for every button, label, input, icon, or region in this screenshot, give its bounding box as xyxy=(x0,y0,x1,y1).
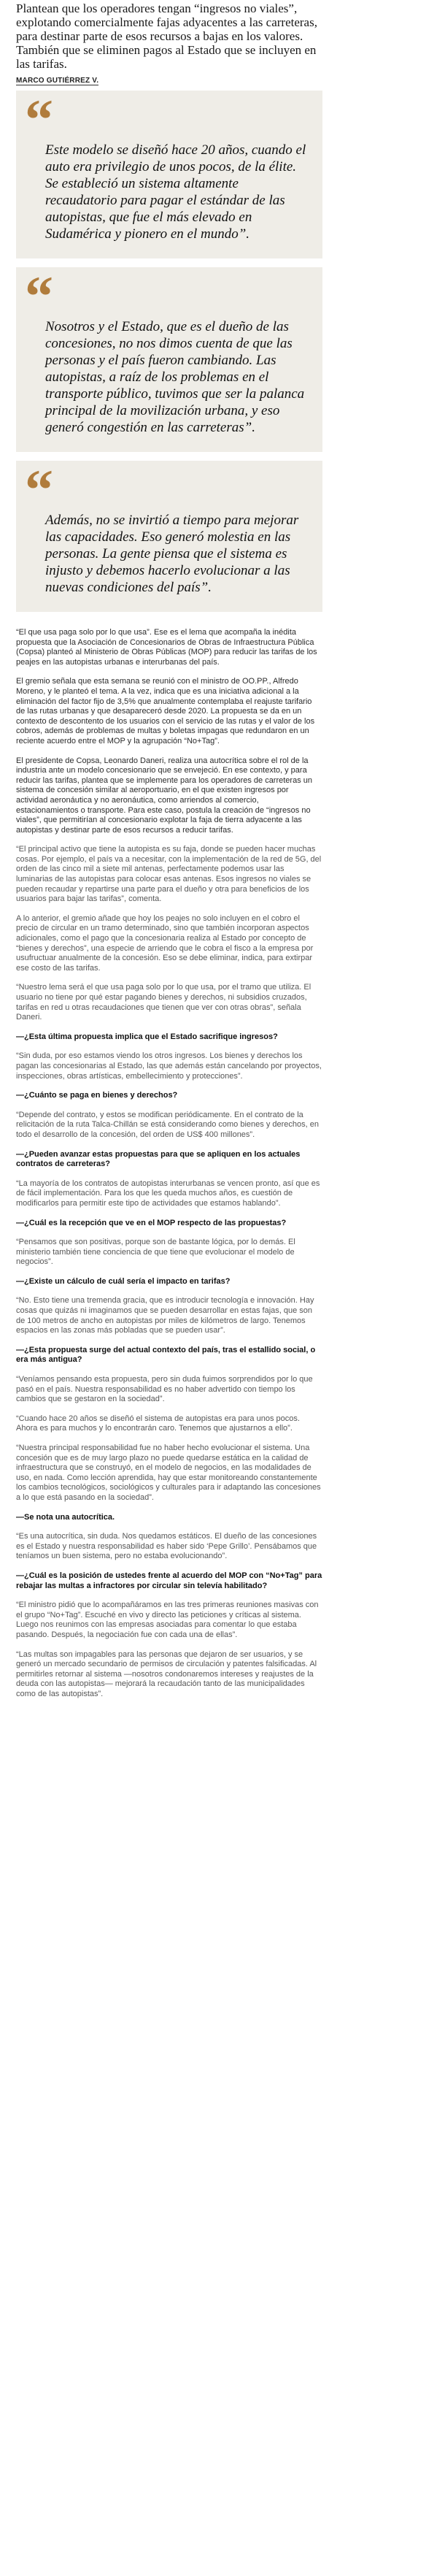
interview-question: —¿Pueden avanzar estas propuestas para que se apliquen en los actuales contratos de carreteras? xyxy=(16,1149,301,1169)
interview-answer: “Sin duda, por eso estamos viendo los otros ingresos. Los bienes y derechos los pagan las concesionarias al Estado, las que además están cancelando por proyectos, inspecciones, obras artísticas, embellecimiento y protecciones”. xyxy=(16,1051,322,1081)
body-paragraph: “Nuestro lema será el que usa paga solo por lo que usa, por el tramo que utiliza. El usuario no tiene por qué estar pagando bienes y derechos, ni subsidios cruzados, tarifas en red u otras recaudaciones que tienen que ver con otras obras”, señala Daneri. xyxy=(16,983,312,1022)
body-paragraph: “El que usa paga solo por lo que usa”. Ese es el lema que acompaña la inédita propuesta que la Asociación de Concesionarios de Obras de Infraestructura Pública (Copsa) planteó al Ministerio de Obras Públicas (MOP) para reducir las tarifas de los peajes en las autopistas urbanas e interurbanas del país. xyxy=(16,628,317,667)
interview-question: —¿Existe un cálculo de cuál sería el impacto en tarifas? xyxy=(16,1276,231,1286)
interview-answer: “No. Esto tiene una tremenda gracia, que es introducir tecnología e innovación. Hay cosas que quizás ni imaginamos que se pueden desarrollar en estas fajas, que son de 100 metros de ancho en autopistas por miles de kilómetros de largo. Tenemos espacios en las zonas más pobladas que se pueden usar”. xyxy=(16,1296,314,1335)
pull-quote xyxy=(16,458,322,612)
pull-quote xyxy=(16,264,322,452)
pull-quote-text: Además, no se invirtió a tiempo para mejorar las capacidades. Eso generó molestia en las personas. La gente piensa que el sistema es injusto y debemos hacerlo evolucionar a las nuevas condiciones del país”. xyxy=(45,513,299,595)
interview-answer: “Cuando hace 20 años se diseñó el sistema de autopistas era para unos pocos. Ahora es para muchos y lo encontrarán caro. Tenemos que ajustarnos a ello”. xyxy=(16,1414,300,1433)
pull-quote xyxy=(16,88,322,258)
interview-question: —¿Esta última propuesta implica que el Estado sacrifique ingresos? xyxy=(16,1032,278,1041)
interview-answer: “Veníamos pensando esta propuesta, pero sin duda fuimos sorprendidos por lo que pasó en el país. Nuestra responsabilidad es no haber advertido con tiempo los cambios que se gestaron en la sociedad”. xyxy=(16,1375,313,1404)
article-column xyxy=(16,0,322,1709)
byline[interactable]: MARCO GUTIÉRREZ V. xyxy=(16,77,99,85)
pull-quote-text: Nosotros y el Estado, que es el dueño de las concesiones, no nos dimos cuenta de que las personas y el país fueron cambiando. Las autopistas, a raíz de los problemas en el transporte público, tuvimos que ser la palanca principal de la movilización urbana, y eso generó congestión en las carreteras”. xyxy=(45,319,305,435)
body-paragraph: A lo anterior, el gremio añade que hoy los peajes no solo incluyen en el cobro el precio de circular en un tramo determinado, sino que también incorporan aspectos adicionales, como el pago que la concesionaria realiza al Estado por concepto de “bienes y derechos”, una especie de arriendo que le cobra el fisco a la empresa por usufructuar anualmente de la concesión. Eso se debe eliminar, indica, para extirpar ese costo de las tarifas. xyxy=(16,913,314,973)
interview-question: —¿Cuánto se paga en bienes y derechos? xyxy=(16,1091,178,1100)
interview-question: —¿Cuál es la posición de ustedes frente al acuerdo del MOP con “No+Tag” para rebajar las multas a infractores por circular sin televía habilitado? xyxy=(16,1571,322,1590)
interview-answer: “Pensamos que son positivas, porque son de bastante lógica, por lo demás. El ministerio también tiene conciencia de que tiene que evolucionar el modelo de negocios”. xyxy=(16,1238,295,1267)
article-lead: Plantean que los operadores tengan “ingresos no viales”, explotando comercialmente fajas adyacentes a las carreteras, para destinar parte de esos recursos a bajas en los valores. También que se eliminen pagos al Estado que se incluyen en las tarifas. xyxy=(16,1,317,71)
body-paragraph: “El principal activo que tiene la autopista es su faja, donde se pueden hacer muchas cosas. Por ejemplo, el país va a necesitar, con la implementación de la red de 5G, del orden de las cinco mil a siete mil antenas, perfectamente podemos usar las luminarias de las autopistas para colocar esas antenas. Esos ingresos no viales se pueden recaudar y repartirse una parte para el dueño y otra para beneficios de los usuarios para bajar las tarifas”, comenta. xyxy=(16,845,322,904)
pull-quote-text: Este modelo se diseñó hace 20 años, cuando el auto era privilegio de unos pocos, de la élite. Se estableció un sistema altamente recaudatorio para pagar el estándar de las autopistas, que fue el más elevado en Sudamérica y pionero en el mundo”. xyxy=(45,142,306,242)
interview-answer: “Las multas son impagables para las personas que dejaron de ser usuarios, y se generó un mercado secundario de permisos de circulación y patentes falsificadas. Al permitirles retornar al sistema —nosotros condonaremos intereses y reajustes de la deuda con las autopistas— mejorará la recaudación tanto de las municipalidades como de las autopistas”. xyxy=(16,1649,317,1698)
quote-mark-icon: “ xyxy=(25,264,53,328)
body-paragraph: El presidente de Copsa, Leonardo Daneri, realiza una autocrítica sobre el rol de la industria ante un modelo concesionario que se envejeció. En ese contexto, y para reducir las tarifas, plantea que se implemente para los operadores de carreteras un sistema de concesión similar al aeroportuario, en el que existen ingresos por actividad aeronáutica y no aeronáutica, como arriendos al comercio, estacionamientos o transporte. Para este caso, postula la creación de “ingresos no viales”, que permitirían al concesionario explotar la faja de tierra adyacente a las autopistas y destinar parte de esos recursos a reducir tarifas. xyxy=(16,756,313,835)
interview-question: —¿Esta propuesta surge del actual contexto del país, tras el estallido social, o era más antigua? xyxy=(16,1345,316,1365)
interview-answer: “Nuestra principal responsabilidad fue no haber hecho evolucionar el sistema. Una concesión que es de muy largo plazo no puede quedarse estática en la calidad de infraestructura que se construyó, en el modelo de negocios, en las modalidades de uso, en nada. Como lección aprendida, hay que estar monitoreando constantemente los cambios tecnológicos, sociológicos y culturales para ir adaptando las concesiones a lo que está pasando en la sociedad”. xyxy=(16,1444,321,1502)
interview-question: —Se nota una autocrítica. xyxy=(16,1512,115,1522)
body-paragraph: El gremio señala que esta semana se reunió con el ministro de OO.PP., Alfredo Moreno, y le planteó el tema. A la vez, indica que es una iniciativa adicional a la eliminación del factor fijo de 3,5% que anualmente contemplaba el reajuste tarifario de las rutas urbanas y que desapareceró desde 2020. La propuesta se da en un contexto de descontento de los usuarios con el servicio de las rutas y el valor de los cobros, además de problemas de multas y boletas impagas que redundaron en un reciente acuerdo entre el MOP y la agrupación “No+Tag”. xyxy=(16,677,315,745)
article-body xyxy=(16,628,322,1699)
interview-answer: “Depende del contrato, y estos se modifican periódicamente. En el contrato de la relicitación de la ruta Talca-Chillán se está considerando como bienes y derechos, en todo el desarrollo de la concesión, del orden de US$ 400 millones”. xyxy=(16,1110,319,1139)
interview-answer: “El ministro pidió que lo acompañáramos en las tres primeras reuniones masivas con el grupo “No+Tag”. Escuché en vivo y directo las peticiones y críticas al sistema. Luego nos reunimos con las empresas asociadas para comentar lo que estaba pasando. Después, la negociación fue con cada una de ellas”. xyxy=(16,1601,319,1639)
interview-answer: “La mayoría de los contratos de autopistas interurbanas se vencen pronto, así que es de fácil implementación. Para los que les queda muchos años, es cuestión de modificarlos para permitir este tipo de actividades que estamos hablando”. xyxy=(16,1178,320,1208)
interview-question: —¿Cuál es la recepción que ve en el MOP respecto de las propuestas? xyxy=(16,1218,287,1227)
quote-mark-icon: “ xyxy=(25,458,53,521)
quote-mark-icon: “ xyxy=(25,88,53,151)
interview-answer: “Es una autocrítica, sin duda. Nos quedamos estáticos. El dueño de las concesiones es el Estado y nuestra responsabilidad es haber sido ‘Pepe Grillo’. Pensábamos que teníamos un buen sistema, pero no estaba evolucionando”. xyxy=(16,1532,317,1561)
